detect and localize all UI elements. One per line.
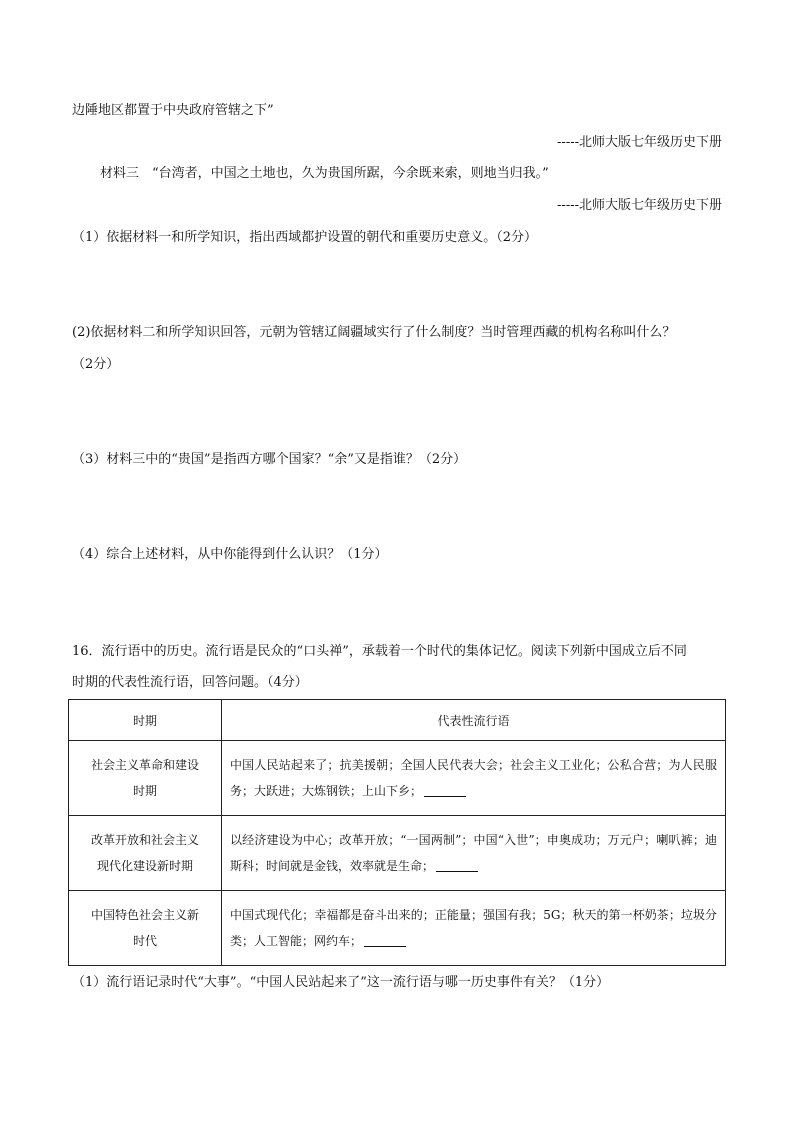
- question-2-line-1: (2)依据材料二和所学知识回答，元朝为管辖辽阔疆域实行了什么制度？当时管理西藏的机构名称叫什么？: [72, 325, 676, 340]
- material-three-source: -----北师大版七年级历史下册: [557, 198, 722, 213]
- table-header-row: [69, 700, 726, 741]
- answer-blank: [436, 859, 478, 872]
- phrases-cell: [222, 891, 726, 966]
- question-4: （4）综合上述材料，从中你能得到什么认识？（1分）: [72, 547, 388, 562]
- period-line: 社会主义革命和建设: [90, 758, 199, 772]
- phrases-cell: [222, 816, 726, 891]
- period-line: 改革开放和社会主义: [90, 833, 199, 847]
- material-three-text: 材料三 “台湾者，中国之土地也，久为贵国所踞，今余既来索，则地当归我。”: [100, 166, 549, 181]
- material-two-ending: 边陲地区都置于中央政府管辖之下”: [72, 103, 274, 118]
- phrases-text: 中国人民站起来了；抗美援朝；全国人民代表大会；社会主义工业化；公私合营；为人民服务；大跃进；大炼钢铁；上山下乡；: [230, 758, 717, 798]
- period-line: 时期: [132, 784, 157, 798]
- period-cell: [69, 816, 222, 891]
- table-row: [69, 816, 726, 891]
- material-two-source: -----北师大版七年级历史下册: [557, 135, 722, 150]
- question-2-line-2: （2分）: [72, 357, 120, 372]
- question-16-1: （1）流行语记录时代“大事”。“中国人民站起来了”这一流行语与哪一历史事件有关？（1分）: [72, 975, 610, 990]
- question-16-line-2: 时期的代表性流行语，回答问题。（4分）: [72, 675, 308, 690]
- period-line: 时代: [132, 934, 157, 948]
- table-row: [69, 891, 726, 966]
- table-row: [69, 741, 726, 816]
- phrases-text: 以经济建设为中心；改革开放；“一国两制”；中国“入世”；申奥成功；万元户；喇叭裤；迪斯科；时间就是金钱，效率就是生命；: [230, 833, 717, 873]
- question-16-line-1: 16．流行语中的历史。流行语是民众的“口头禅”，承载着一个时代的集体记忆。阅读下列新中国成立后不同: [72, 644, 687, 659]
- answer-blank: [364, 934, 406, 947]
- period-line: 中国特色社会主义新: [90, 908, 199, 922]
- question-3: （3）材料三中的“贵国”是指西方哪个国家？“余”又是指谁？（2分）: [72, 452, 467, 467]
- slang-table: [68, 699, 726, 966]
- period-cell: [69, 741, 222, 816]
- period-cell: [69, 891, 222, 966]
- period-line: 现代化建设新时期: [96, 859, 193, 873]
- header-period: 时期: [69, 700, 222, 741]
- phrases-text: 中国式现代化；幸福都是奋斗出来的；正能量；强国有我；5G；秋天的第一杯奶茶；垃圾分类；人工智能；网约车；: [230, 908, 717, 948]
- phrases-cell: [222, 741, 726, 816]
- header-phrases: 代表性流行语: [222, 700, 726, 741]
- answer-blank: [424, 784, 466, 797]
- question-1: （1）依据材料一和所学知识，指出西域都护设置的朝代和重要历史意义。（2分）: [72, 230, 538, 245]
